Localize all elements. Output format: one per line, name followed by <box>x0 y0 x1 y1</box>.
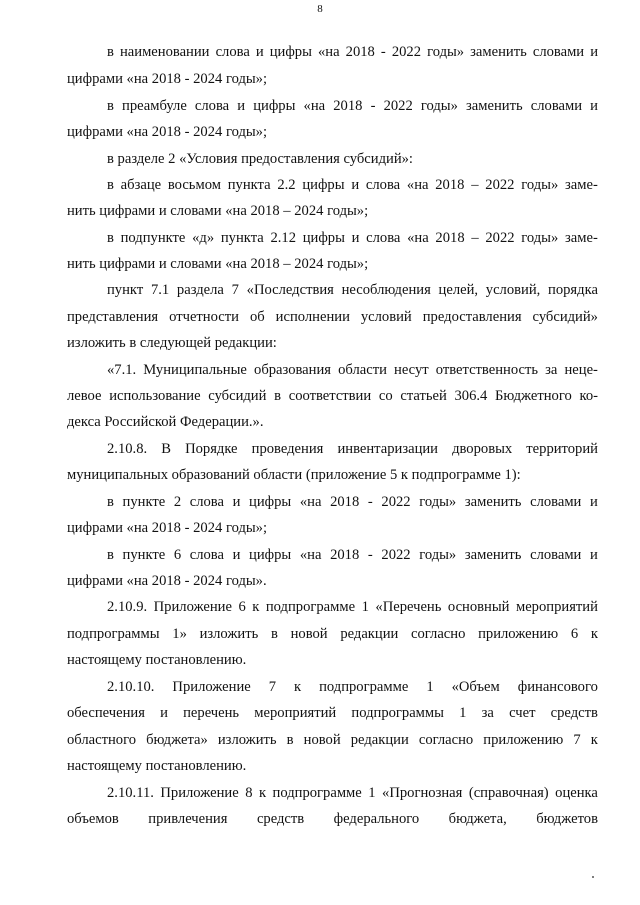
word: годы» <box>419 547 457 563</box>
word: объемов <box>67 811 119 827</box>
word: статьей <box>400 388 447 404</box>
text-line <box>67 810 598 828</box>
word: «Объем <box>451 679 500 695</box>
word: средств <box>550 705 598 721</box>
word: к <box>590 732 598 748</box>
word: годы» <box>419 494 457 510</box>
word: 2.2 <box>277 177 296 193</box>
text-line <box>67 731 598 749</box>
text-line <box>107 361 598 379</box>
text-line <box>67 308 598 326</box>
word: и <box>590 98 598 114</box>
word: «на <box>407 230 429 246</box>
word: 2018 <box>330 494 360 510</box>
word: перечень <box>183 705 240 721</box>
word: абзаце <box>120 177 162 193</box>
word: и <box>590 44 598 60</box>
word: 2022 <box>391 44 422 60</box>
word: подпрограмме <box>265 599 356 615</box>
word: словами <box>532 44 585 60</box>
word: заме- <box>565 230 598 246</box>
word: 1 <box>459 705 467 721</box>
text-line: цифрами «на 2018 - 2024 годы»; <box>67 71 268 87</box>
text-line <box>107 493 598 511</box>
word: в <box>286 732 294 748</box>
word: заме- <box>565 177 598 193</box>
word: заменить <box>470 44 527 60</box>
word: словами <box>530 547 582 563</box>
word: 1 <box>361 599 369 615</box>
word: Порядке <box>185 441 238 457</box>
word: «д» <box>192 230 215 246</box>
word: новой <box>303 732 341 748</box>
word: пункта <box>220 230 264 246</box>
word: в <box>274 388 282 404</box>
word: 2.10.10. <box>107 679 155 695</box>
word: за <box>545 362 558 378</box>
word: слова <box>215 44 250 60</box>
word: предоставления <box>422 309 522 325</box>
word: 2.10.8. <box>107 441 148 457</box>
word: пункте <box>122 494 166 510</box>
text-line: изложить в следующей редакции: <box>67 335 277 351</box>
word: ко- <box>579 388 598 404</box>
word: приложению <box>483 732 564 748</box>
word: к <box>590 626 598 642</box>
text-line <box>107 678 598 696</box>
word: основный <box>447 599 510 615</box>
text-line <box>67 387 598 405</box>
text-line <box>107 598 598 616</box>
word: в <box>107 547 114 563</box>
word: редакции <box>350 732 409 748</box>
word: привлечения <box>148 811 228 827</box>
word: бюджета» <box>146 732 208 748</box>
word: 2018 <box>330 547 360 563</box>
word: годы» <box>521 177 559 193</box>
word: финансового <box>517 679 598 695</box>
word: оценка <box>555 785 598 801</box>
word: к <box>252 599 260 615</box>
word: и <box>590 494 598 510</box>
word: 6 <box>570 626 579 642</box>
word: проведения <box>251 441 324 457</box>
word: словами <box>530 98 583 114</box>
text-line: настоящему постановлению. <box>67 652 247 668</box>
word: «на <box>299 547 322 563</box>
word: 1 <box>368 785 376 801</box>
word: неце- <box>564 362 598 378</box>
word: 7 <box>231 282 239 298</box>
word: в <box>107 230 114 246</box>
word: изложить <box>199 626 259 642</box>
word: 7 <box>573 732 581 748</box>
word: отчетности <box>169 309 239 325</box>
word: 2018 <box>435 177 465 193</box>
text-line <box>107 440 598 458</box>
word: инвентаризации <box>337 441 438 457</box>
word: «Перечень <box>375 599 442 615</box>
word: дворовых <box>452 441 513 457</box>
word: заменить <box>464 494 522 510</box>
word: «7.1. <box>107 362 137 378</box>
word: цифры <box>302 230 345 246</box>
word: к <box>258 785 267 801</box>
text-line <box>107 281 598 299</box>
word: 2022 <box>485 230 515 246</box>
scan-speck <box>592 876 594 878</box>
word: и <box>351 177 360 193</box>
word: «Последствия <box>246 282 334 298</box>
word: цифры <box>253 98 296 114</box>
word: слова <box>189 547 224 563</box>
word: и <box>232 494 241 510</box>
word: «на <box>317 44 340 60</box>
word: 2022 <box>383 98 413 114</box>
text-line <box>67 625 598 643</box>
word: 2 <box>173 494 182 510</box>
word: целей, <box>438 282 479 298</box>
word: и <box>160 705 168 721</box>
word: представления <box>67 309 159 325</box>
word: наименовании <box>119 44 210 60</box>
word: 7 <box>268 679 277 695</box>
word: цифры <box>249 547 292 563</box>
text-line: муниципальных образований области (приложение 5 к подпрограмме 1): <box>67 467 521 483</box>
word: счет <box>509 705 536 721</box>
text-line <box>107 97 598 115</box>
word: в <box>107 177 114 193</box>
word: территорий <box>526 441 598 457</box>
word: пункте <box>122 547 166 563</box>
word: 306.4 <box>454 388 488 404</box>
word: 2.12 <box>270 230 296 246</box>
word: годы» <box>427 44 465 60</box>
word: - <box>370 98 376 114</box>
word: «Прогнозная <box>382 785 463 801</box>
word: согласно <box>411 626 466 642</box>
word: образования <box>254 362 331 378</box>
word: Приложение <box>153 599 232 615</box>
word: Приложение <box>160 785 239 801</box>
word: 2018 <box>345 44 375 60</box>
word: мероприятий <box>254 705 337 721</box>
word: областного <box>67 732 136 748</box>
word: подпрограмме <box>272 785 362 801</box>
word: цифры <box>269 44 312 60</box>
word: подпрограмме <box>319 679 409 695</box>
word: подпрограммы <box>67 626 160 642</box>
word: Приложение <box>172 679 251 695</box>
word: мероприятий <box>515 599 598 615</box>
word: Бюджетного <box>495 388 572 404</box>
word: преамбуле <box>122 98 187 114</box>
word: 7.1 <box>150 282 170 298</box>
word: и <box>255 44 264 60</box>
word: к <box>294 679 302 695</box>
word: 6 <box>173 547 182 563</box>
word: - <box>380 44 386 60</box>
word: об <box>249 309 265 325</box>
word: 2018 <box>435 230 465 246</box>
word: цифры <box>302 177 345 193</box>
word: в <box>107 44 114 60</box>
word: – <box>471 177 479 193</box>
text-line: нить цифрами и словами «на 2018 – 2024 годы»; <box>67 203 369 219</box>
word: В <box>161 441 171 457</box>
page-number: 8 <box>317 3 323 15</box>
word: годы» <box>521 230 559 246</box>
word: области <box>338 362 387 378</box>
word: изложить <box>217 732 277 748</box>
word: порядка <box>548 282 598 298</box>
word: 2018 <box>333 98 363 114</box>
word: слова <box>366 230 401 246</box>
word: условий, <box>485 282 541 298</box>
word: 2.10.11. <box>107 785 154 801</box>
word: и <box>232 547 241 563</box>
word: условий <box>360 309 412 325</box>
word: слова <box>365 177 401 193</box>
word: со <box>378 388 393 404</box>
text-line: цифрами «на 2018 - 2024 годы»; <box>67 124 268 140</box>
word: новой <box>290 626 328 642</box>
text-line <box>107 784 598 802</box>
text-line: нить цифрами и словами «на 2018 – 2024 годы»; <box>67 256 369 272</box>
word: ответственность <box>435 362 538 378</box>
word: и <box>351 230 360 246</box>
word: несоблюдения <box>341 282 431 298</box>
word: словами <box>530 494 582 510</box>
word: бюджета, <box>448 811 507 827</box>
word: в <box>107 98 114 114</box>
word: согласно <box>418 732 474 748</box>
text-line <box>67 704 598 722</box>
word: «на <box>299 494 322 510</box>
word: федерального <box>333 811 420 827</box>
word: и <box>590 547 598 563</box>
word: – <box>471 230 479 246</box>
word: в <box>107 494 114 510</box>
text-line <box>107 546 598 564</box>
word: подпункте <box>120 230 186 246</box>
text-line: настоящему постановлению. <box>67 758 247 774</box>
word: несут <box>394 362 429 378</box>
word: «на <box>303 98 326 114</box>
word: - <box>367 494 373 510</box>
text-line <box>107 229 598 247</box>
word: 2022 <box>381 494 411 510</box>
word: «на <box>406 177 429 193</box>
word: редакции <box>340 626 399 642</box>
word: 2022 <box>381 547 411 563</box>
word: 1 <box>426 679 434 695</box>
text-line: в разделе 2 «Условия предоставления субсидий»: <box>107 151 413 167</box>
word: подпрограммы <box>351 705 444 721</box>
word: 6 <box>238 599 246 615</box>
word: слова <box>189 494 224 510</box>
word: средств <box>256 811 305 827</box>
word: годы» <box>420 98 458 114</box>
word: субсидий <box>208 388 267 404</box>
word: 2022 <box>485 177 515 193</box>
word: цифры <box>249 494 292 510</box>
word: 8 <box>245 785 253 801</box>
word: 2.10.9. <box>107 599 148 615</box>
word: левое <box>67 388 102 404</box>
text-line: цифрами «на 2018 - 2024 годы». <box>67 573 267 589</box>
word: (справочная) <box>468 785 549 801</box>
text-line <box>107 176 598 194</box>
word: за <box>481 705 494 721</box>
word: и <box>237 98 246 114</box>
word: использование <box>109 388 201 404</box>
text-line <box>107 43 598 61</box>
word: - <box>367 547 373 563</box>
word: заменить <box>466 98 523 114</box>
word: раздела <box>176 282 224 298</box>
word: Муниципальные <box>143 362 247 378</box>
word: приложению <box>478 626 559 642</box>
word: субсидий» <box>532 309 598 325</box>
word: заменить <box>464 547 522 563</box>
word: бюджетов <box>536 811 598 827</box>
text-line: цифрами «на 2018 - 2024 годы»; <box>67 520 268 536</box>
word: 1» <box>172 626 187 642</box>
word: в <box>270 626 278 642</box>
word: соответствии <box>288 388 372 404</box>
text-line: декса Российской Федерации.». <box>67 414 264 430</box>
word: пункт <box>107 282 144 298</box>
word: обеспечения <box>67 705 145 721</box>
word: пункта <box>227 177 271 193</box>
word: восьмом <box>167 177 221 193</box>
word: исполнении <box>275 309 350 325</box>
word: слова <box>194 98 230 114</box>
